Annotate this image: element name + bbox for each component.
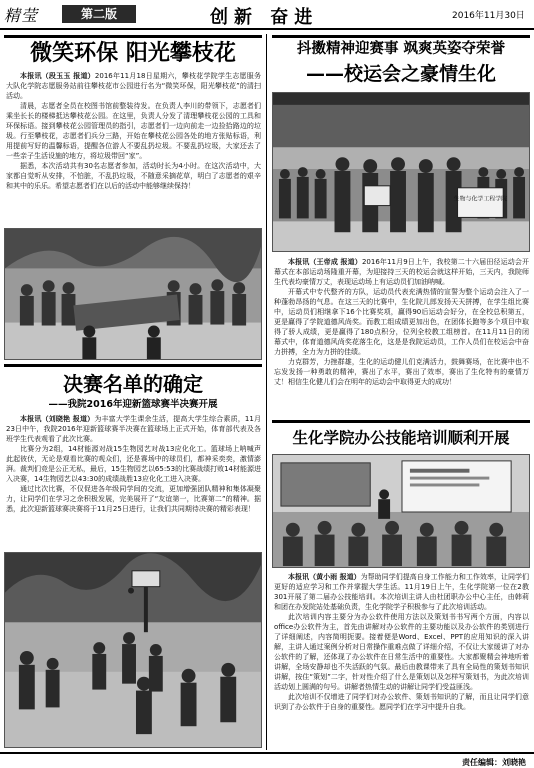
- edition-badge: 第二版: [62, 5, 136, 23]
- article-4-paragraph: 此次培训不仅增进了同学们对办公软件、策划书知识的了解，而且让同学们意识到了办公软件于自身的重要性。愿同学们在学习中提升自我。: [274, 693, 529, 711]
- article-3-paragraph: 力克群芳，力挫群雄，生化的运动健儿们克满活力，鼓舞赛场，在比赛中也不忘发发扬一种勇敢的精神，赛出了水平，赛出了效率，赛出了生化特有的豪情万丈！相信生化健儿们会在明年的运动会中取得更大的成功！: [274, 358, 529, 386]
- article-2-title: 决赛名单的确定: [63, 372, 203, 396]
- article-4-paragraph: 为帮助同学们提高自身工作能力和工作效率，让同学们更好的适应学习和工作并掌握大学生活。11月19日上午，生化学院第一位在2教301开展了第二届办公技能培训。本次培训主讲人由杜团职办公中心主任，由韩莉和团在办发院站处基础负责，生化学院学子积极参与了此次培训活动。: [274, 573, 529, 611]
- section-title: 创新 奋进: [210, 7, 319, 28]
- article-3-title-line1: 抖擞精神迎赛事 飒爽英姿夺荣誉: [296, 41, 506, 57]
- article-rule: [272, 420, 530, 423]
- newspaper-header: [0, 0, 534, 30]
- article-4-title: 生化学院办公技能培训顺利开展: [292, 429, 510, 447]
- sports-meet-award-photo: [272, 92, 530, 252]
- article-2-byline: 本报讯（刘晓艳 报道）: [20, 415, 95, 423]
- article-2-paragraph: 为丰富大学生课余生活，提高大学生综合素质，11月23日中午，我院2016年迎新篮球赛半决赛在篮球场上正式开始，体育部代表及各班学生代表观看了此次比赛。: [6, 415, 261, 443]
- article-3-byline: 本报讯（王帝成 报道）: [288, 258, 362, 266]
- masthead-logo: 精莹: [4, 6, 39, 25]
- responsible-editor: 责任编辑：刘晓艳: [462, 758, 526, 767]
- article-2-paragraph: 比赛分为2组，14材能源对战15生物园艺对战13应化化工。篮球场上呐喊声此起彼伏，无论是观看比赛的观众们，还是赛场中的球员们，都神采奕奕，激情澎湃。裁判们竞是公正无私，最后，15生物园艺以65:53的比赛战绩打败14材能源进入决赛，14生物园艺以43:30的成绩战胜13应化化工进入决赛。: [6, 445, 261, 483]
- training-session-photo: [272, 454, 530, 568]
- issue-date: 2016年11月30日: [452, 11, 525, 21]
- article-3-body: [274, 257, 529, 415]
- article-3-paragraph: 2016年11月9日上午，我校第二十六届田径运动会开幕式在本部运动场隆重开幕，为迎接持三天的校运会就这样开始，三天内，我院师生代表均豪情万丈，表现运动场上有运动员们加油呐喊。: [274, 258, 529, 286]
- article-4-byline: 本报讯（黄小雨 报道）: [288, 573, 361, 581]
- article-rule: [4, 35, 262, 38]
- article-2-body: [6, 414, 261, 549]
- article-1-paragraph: 据悉，本次活动共有30名志愿者参加，活动时长为4小时。在这次活动中，大家都自觉听从安排，不怕脏，不乱扔垃圾，不随意采摘花草，明白了志愿者的艰辛和其中的乐乐。希望志愿者们在以后的活动中能够继续保持！: [6, 162, 261, 190]
- article-1-paragraph: 清晨，志愿者全员在校图书馆前整装待发。在负责人李川的带领下，志愿者们乘坐长长的楼梯抵达攀枝花公园。在这里，负责人分发了清理攀枝花公园的工具和环保标语。接到攀枝花公园管理员的指引，志愿者们一边向前走一边捡拾路边的垃圾。行至攀枝花，志愿者们兵分三路，开始在攀枝花公园各处的地方张贴标语，利用提前写好的温馨标语，提醒各位游人不要乱扔垃圾。不要乱扔垃圾，大家还去了一些亲子生活设施的地方，将垃圾带回“家”。: [6, 102, 261, 160]
- article-2-paragraph: 通过比次比赛，不仅促进各年级同学间的交流，更加增强团队精神和集体凝聚力，让同学们在学习之余积极发展，完美展开了“友谊第一，比赛第二”的精神。据悉，此次迎新篮球赛决赛将于11月25日进行，让我们共同期待决赛的精彩表现！: [6, 485, 261, 513]
- article-4-paragraph: 此次培训内容主要分为办公软件使用方法以及策划书书写两个方面，内容以office办公软件为主，首先由讲解对办公软件的主要功能以及办公软件的类别进行了详细阐述，内容简明扼要。接着便是Word、Excel、PPT的应用知识的深入讲解，主讲人通过案例分析对日常操作重难点做了详细介绍，不仅让大家缓讲了对办公软件的了解，还体现了办公软件在日常生活中的重要性。大家都聚精会神地听着讲解，全场安静却也不失活跃的气氛。最后由教课带来了具有全局性的策划书知识讲解，按住“策划”二字，针对性介绍了什么是策划以及怎样写策划书，为此次培训活动划上圆满的句号。讲解者热情生动的讲解让同学们受益匪浅。: [274, 613, 529, 691]
- article-4-body: [274, 572, 529, 750]
- article-rule: [4, 364, 262, 367]
- article-1-byline: 本报讯（段玉玉 报道）: [20, 72, 95, 80]
- basketball-game-photo: [4, 552, 262, 748]
- article-3-title-line2: ——校运会之豪情生化: [305, 63, 496, 85]
- banner-text-line1: 生物与化学工程学院: [453, 195, 508, 203]
- page-footer: [0, 752, 534, 768]
- column-divider: [266, 34, 267, 750]
- volunteers-group-photo: [4, 228, 262, 360]
- article-3-paragraph: 开幕式中专代整齐的方队，运动员代表充满热情的宣誓为整个运动会注入了一种蓬勃昂扬的气息。在这三天的比赛中，生化院儿郎发扬天天拼搏，在学生组比赛中，运动员们相继拿下16个比赛奖项，赢得90后运动会好分，在全校总积第五，更是赢得了学院道德风尚奖。而教工组成绩更加出色，在团体长跑等多个项目中取得了骄人成绩，更是赢得了180点积分，位列全校教工组榜首。在11月11日的闭幕式中，体育道德风尚奖花落生化，这是是我院运动员，工作人员们在校运会中奋力拼搏，全力为力拼的佳绩。: [274, 288, 529, 356]
- article-2-subtitle: ——我院2016年迎新篮球赛半决赛开展: [48, 399, 218, 410]
- article-1-body: [6, 71, 261, 226]
- article-1-paragraph: 2016年11月18日星期六，攀枝花学院学生志愿服务大队化学院志愿服务站前往攀枝花市公园进行名为“微笑环保，阳光攀枝花”的清扫活动。: [6, 72, 261, 100]
- article-1-title: 微笑环保 阳光攀枝花: [30, 41, 236, 66]
